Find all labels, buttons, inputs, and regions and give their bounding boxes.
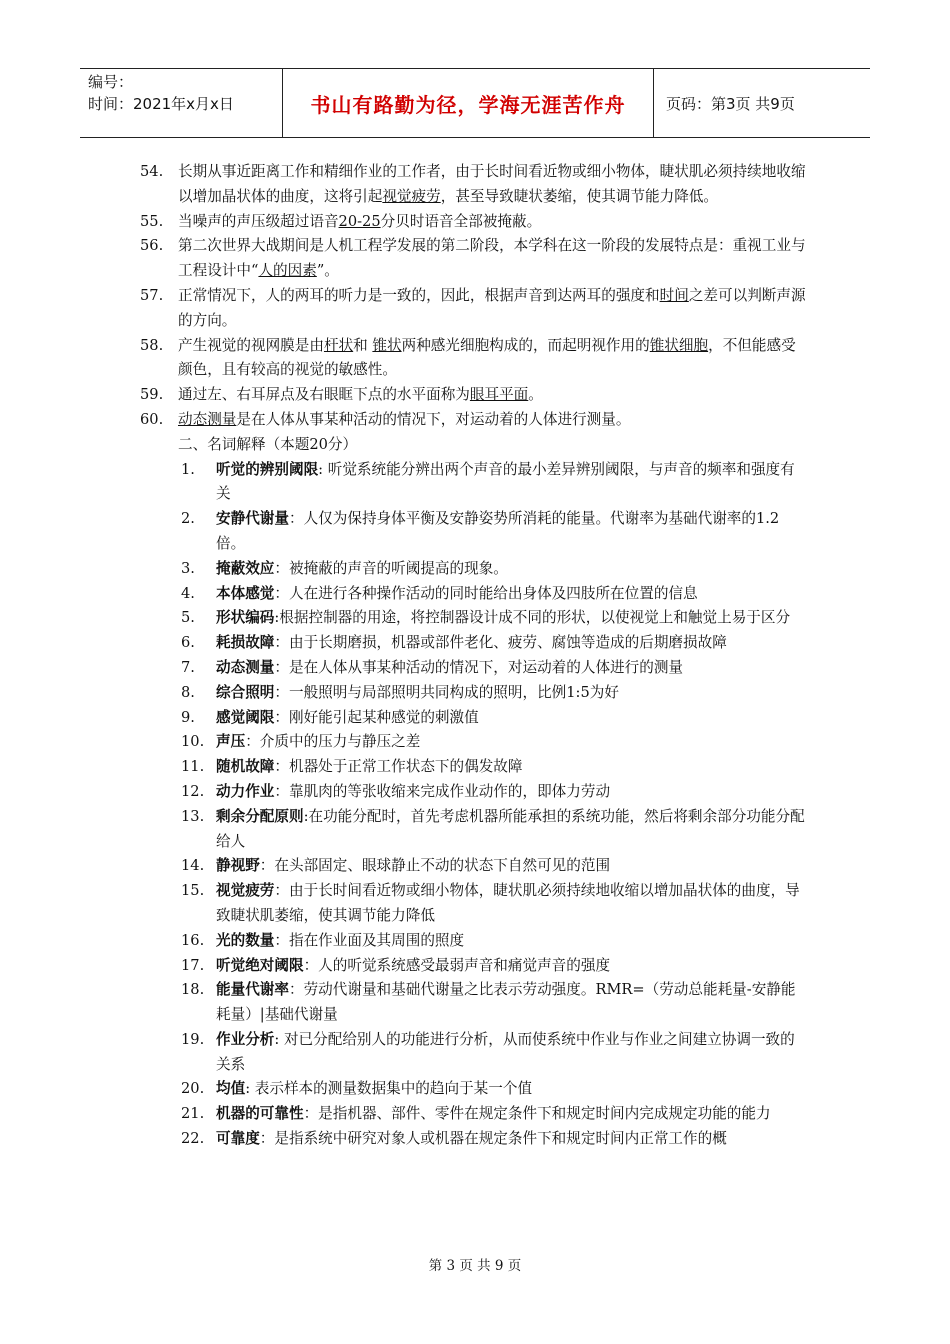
list-item [0,854,950,879]
term-name: 随机故障 [216,758,275,776]
term-definition: ：在头部固定、眼球静止不动的状态下自然可见的范围 [259,857,611,875]
item-text [178,210,806,235]
term-entry [216,780,808,805]
item-number: 57. [140,286,164,304]
term-entry [216,1028,808,1078]
term-definition: ：介质中的压力与静压之差 [245,733,421,751]
term-entry [216,1127,808,1152]
term-definition: ：是在人体从事某种活动的情况下，对运动着的人体进行的测量 [274,658,684,676]
list-item [0,656,950,681]
term-definition: ：机器处于正常工作状态下的偶发故障 [274,758,523,776]
term-definition: ：刚好能引起某种感觉的刺激值 [274,708,479,726]
list-item [0,730,950,755]
item-number: 58. [140,336,164,354]
term-entry [216,582,808,607]
item-number: 11. [181,758,205,776]
term-definition: ：靠肌肉的等张收缩来完成作业动作的，即体力劳动 [274,782,611,800]
document-body [0,160,950,1152]
term-name: 听觉绝对阈限 [216,956,304,974]
list-item [0,631,950,656]
list-item [0,805,950,855]
term-definition: ：人仅为保持身体平衡及安静姿势所消耗的能量。代谢率为基础代谢率的1.2倍。 [216,510,780,552]
list-item [0,1077,950,1102]
item-number: 18. [181,981,205,999]
text-segment: 长期从事近距离工作和精细作业的工作者，由于长时间看近物或细小物体，睫状肌必须持续地收缩以增加晶状体的曲度，这将引起 [178,163,806,205]
underlined-answer: 锥状 [372,336,402,354]
item-number: 60. [140,410,164,428]
term-name: 形状编码 [216,609,275,627]
term-entry [216,755,808,780]
list-item [0,582,950,607]
item-number: 6. [181,634,195,652]
term-definition: ：是指系统中研究对象人或机器在规定条件下和规定时间内正常工作的概 [259,1130,727,1148]
term-definition: : 对已分配给别人的功能进行分析，从而使系统中作业与作业之间建立协调一致的关系 [216,1030,795,1073]
term-name: 感觉阈限 [216,708,275,726]
text-segment: 和 [353,336,373,354]
term-name: 剩余分配原则 [216,807,304,825]
underlined-answer: 20-25 [338,212,381,230]
list-item [0,234,950,284]
list-item [0,408,950,433]
term-entry [216,507,808,557]
underlined-answer: 人的因素 [258,262,317,280]
document-number-label: 编号： [88,73,134,91]
fill-in-questions-list [0,160,950,433]
item-text [178,383,806,408]
underlined-answer: 锥状细胞 [649,336,709,354]
term-name: 掩蔽效应 [216,559,275,577]
term-entry [216,954,808,979]
item-number: 7. [181,658,195,676]
term-entry [216,929,808,954]
item-number: 21. [181,1105,205,1123]
list-item [0,284,950,334]
text-segment: ”。 [316,262,339,280]
list-item [0,879,950,929]
item-number: 19. [181,1030,205,1048]
term-name: 声压 [216,733,246,751]
underlined-answer: 时间 [659,286,689,304]
item-number: 12. [181,782,205,800]
term-entry [216,730,808,755]
item-number: 10. [181,733,205,751]
list-item [0,978,950,1028]
term-name: 均值 [216,1080,246,1098]
term-entry [216,805,808,855]
term-name: 听觉的辨别阈限 [216,460,319,478]
list-item [0,606,950,631]
term-name: 耗损故障 [216,634,275,652]
item-number: 15. [181,882,205,900]
term-name: 安静代谢量 [216,510,289,528]
term-name: 动态测量 [216,658,275,676]
item-text [178,284,806,334]
text-segment: 。 [528,386,543,404]
item-number: 5. [181,609,195,627]
term-definition: ：是指机器、部件、零件在规定条件下和规定时间内完成规定功能的能力 [303,1105,771,1123]
item-number: 22. [181,1130,205,1148]
text-segment: 当噪声的声压级超过语音 [178,212,339,230]
item-number: 3. [181,559,195,577]
list-item [0,954,950,979]
page-footer: 第 3 页 共 9 页 [428,1258,522,1274]
item-number: 59. [140,386,164,404]
term-definition: :在功能分配时，首先考虑机器所能承担的系统功能，然后将剩余部分功能分配给人 [216,807,805,850]
term-name: 机器的可靠性 [216,1105,304,1123]
term-name: 静视野 [216,857,260,875]
item-number: 56. [140,237,164,255]
item-number: 20. [181,1080,205,1098]
underlined-answer: 视觉疲劳 [382,187,441,205]
underlined-answer: 眼耳平面 [469,386,529,404]
item-number: 8. [181,683,195,701]
term-entry [216,458,808,508]
text-segment: 第二次世界大战期间是人机工程学发展的第二阶段，本学科在这一阶段的发展特点是：重视工业与工程设计中“ [178,237,806,280]
term-definition: ：人在进行各种操作活动的同时能给出身体及四肢所在位置的信息 [274,584,698,602]
text-segment: ，不但能感受颜色，且有较高的视觉的敏感性。 [178,336,796,379]
term-entry [216,681,808,706]
term-name: 光的数量 [216,931,275,949]
underlined-answer: 杆状 [323,336,354,354]
item-number: 54. [140,163,164,180]
list-item [0,458,950,508]
item-text [178,234,806,284]
item-text [178,334,806,384]
text-segment: 正常情况下，人的两耳的听力是一致的，因此，根据声音到达两耳的强度和 [178,286,660,304]
document-date: 时间：2021年x月x日 [88,95,234,113]
item-number: 55. [140,212,164,230]
list-item [0,1127,950,1152]
header-meta [80,69,282,137]
list-item [0,507,950,557]
section-title: 二、名词解释（本题20分） [178,435,358,453]
text-segment: 产生视觉的视网膜是由 [178,336,324,354]
term-name: 动力作业 [216,782,275,800]
term-entry [216,706,808,731]
text-segment: 两种感光细胞构成的，而起明视作用的 [401,336,650,354]
term-definition: :根据控制器的用途，将控制器设计成不同的形状，以使视觉上和触觉上易于区分 [274,609,791,627]
list-item [0,780,950,805]
list-item [0,929,950,954]
page-header [80,68,870,138]
term-entry [216,631,808,656]
text-segment: 是在人体从事某种活动的情况下，对运动着的人体进行测量。 [236,410,631,428]
term-entry [216,854,808,879]
term-definition: ：被掩蔽的声音的听阈提高的现象。 [274,559,508,577]
term-definition: ：人的听觉系统感受最弱声音和痛觉声音的强度 [303,956,611,974]
term-name: 综合照明 [216,683,275,701]
list-item [0,1028,950,1078]
term-entry [216,1077,808,1102]
item-number: 16. [181,931,205,949]
item-text [178,160,806,210]
term-entry [216,606,808,631]
term-entry [216,978,808,1028]
text-segment: 通过左、右耳屏点及右眼眶下点的水平面称为 [178,386,470,404]
term-definition: ：一般照明与局部照明共同构成的照明，比例1:5为好 [274,683,619,701]
term-definition: ：由于长时间看近物或细小物体，睫状肌必须持续地收缩以增加晶状体的曲度，导致睫状肌萎缩，使其调节能力降低 [216,882,800,924]
item-number: 2. [181,510,195,528]
item-text [178,408,806,433]
list-item [0,706,950,731]
term-name: 能量代谢率 [216,981,289,999]
list-item [0,1102,950,1127]
term-definition: ：指在作业面及其周围的照度 [274,931,465,949]
list-item [0,681,950,706]
text-segment: ，甚至导致睫状萎缩，使其调节能力降低。 [440,187,719,205]
term-name: 可靠度 [216,1130,260,1148]
term-definition: ：由于长期磨损，机器或部件老化、疲劳、腐蚀等造成的后期磨损故障 [274,634,727,652]
list-item [0,383,950,408]
item-number: 17. [181,956,205,974]
term-definition: : 听觉系统能分辨出两个声音的最小差异辨别阈限，与声音的频率和强度有关 [216,460,795,503]
list-item [0,210,950,235]
term-name: 视觉疲劳 [216,882,275,900]
term-name: 本体感觉 [216,584,275,602]
item-number: 4. [181,584,195,602]
list-item [0,755,950,780]
list-item [0,557,950,582]
term-definition: ：劳动代谢量和基础代谢量之比表示劳动强度。RMR=（劳动总能耗量-安静能耗量）|基础代谢量 [216,981,796,1024]
text-segment: 之差可以判断声源的方向。 [178,286,806,329]
underlined-answer: 动态测量 [178,410,237,428]
list-item [0,334,950,384]
term-definition: : 表示样本的测量数据集中的趋向于某一个值 [245,1080,533,1098]
term-name: 作业分析 [216,1030,275,1048]
item-number: 13. [181,807,205,825]
item-number: 1. [181,460,195,478]
term-entry [216,557,808,582]
term-entry [216,1102,808,1127]
header-page-info: 页码：第3页 共9页 [666,94,795,113]
header-motto: 书山有路勤为径，学海无涯苦作舟 [282,69,654,137]
term-entry [216,879,808,929]
text-segment: 分贝时语音全部被掩蔽。 [380,212,542,230]
item-number: 14. [181,857,205,875]
term-definitions-list [0,458,950,1152]
list-item [0,160,950,210]
term-entry [216,656,808,681]
item-number: 9. [181,708,195,726]
